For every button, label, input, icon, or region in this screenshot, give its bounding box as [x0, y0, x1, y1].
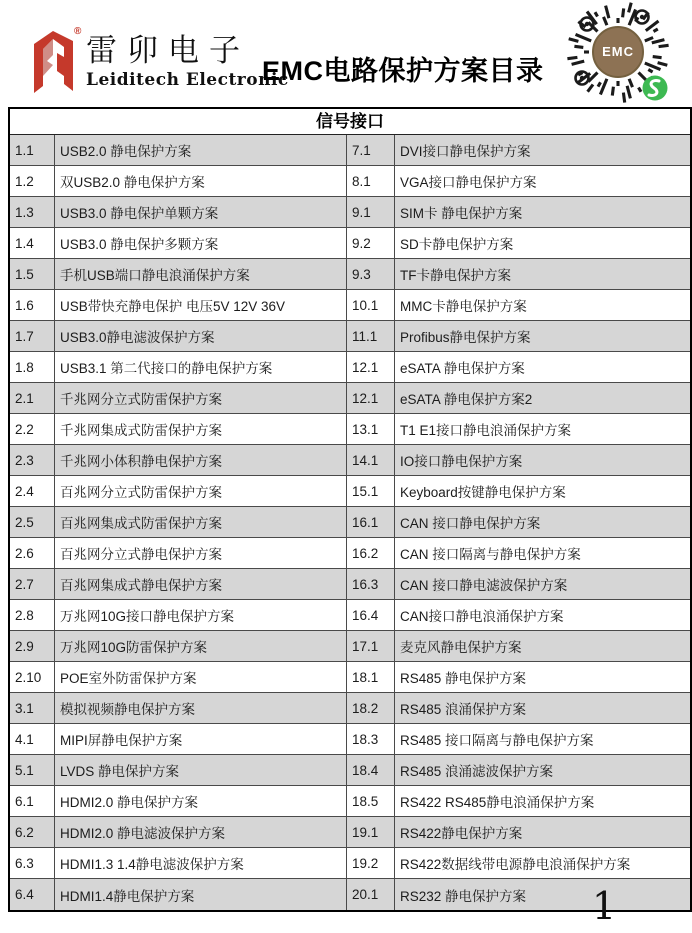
table-row [10, 507, 690, 538]
toc-right-title: eSATA 静电保护方案 [395, 352, 690, 383]
toc-left-number: 2.4 [10, 476, 55, 507]
toc-left-number: 6.1 [10, 786, 55, 817]
table-row [10, 569, 690, 600]
toc-right-number: 16.4 [347, 600, 395, 631]
toc-left-title: USB3.1 第二代接口的静电保护方案 [55, 352, 347, 383]
toc-left-number: 2.1 [10, 383, 55, 414]
toc-right-title: RS485 浪涌滤波保护方案 [395, 755, 690, 786]
leiditech-logo-icon [26, 26, 82, 96]
toc-right-number: 19.1 [347, 817, 395, 848]
toc-right-title: RS485 接口隔离与静电保护方案 [395, 724, 690, 755]
table-row [10, 290, 690, 321]
table-row [10, 259, 690, 290]
toc-left-number: 6.2 [10, 817, 55, 848]
toc-right-title: eSATA 静电保护方案2 [395, 383, 690, 414]
toc-table [8, 107, 692, 912]
toc-left-title: LVDS 静电保护方案 [55, 755, 347, 786]
toc-left-number: 1.4 [10, 228, 55, 259]
toc-right-number: 15.1 [347, 476, 395, 507]
toc-left-title: 百兆网分立式防雷保护方案 [55, 476, 347, 507]
toc-left-number: 2.8 [10, 600, 55, 631]
toc-left-number: 2.7 [10, 569, 55, 600]
table-row [10, 445, 690, 476]
toc-right-number: 20.1 [347, 879, 395, 910]
toc-left-title: USB2.0 静电保护方案 [55, 135, 347, 166]
toc-left-title: POE室外防雷保护方案 [55, 662, 347, 693]
toc-left-title: USB带快充静电保护 电压5V 12V 36V [55, 290, 347, 321]
toc-right-title: CAN 接口静电滤波保护方案 [395, 569, 690, 600]
toc-right-title: CAN 接口静电保护方案 [395, 507, 690, 538]
toc-right-title: RS422数据线带电源静电浪涌保护方案 [395, 848, 690, 879]
toc-right-number: 12.1 [347, 383, 395, 414]
qr-badge-icon [643, 76, 668, 101]
toc-left-number: 2.5 [10, 507, 55, 538]
toc-right-title: SIM卡 静电保护方案 [395, 197, 690, 228]
toc-right-number: 17.1 [347, 631, 395, 662]
table-row [10, 135, 690, 166]
toc-left-title: 手机USB端口静电浪涌保护方案 [55, 259, 347, 290]
toc-left-title: 百兆网分立式静电保护方案 [55, 538, 347, 569]
toc-left-number: 1.7 [10, 321, 55, 352]
table-row [10, 228, 690, 259]
table-row [10, 414, 690, 445]
toc-left-title: USB3.0 静电保护单颗方案 [55, 197, 347, 228]
table-row [10, 879, 690, 910]
toc-left-title: 双USB2.0 静电保护方案 [55, 166, 347, 197]
table-row [10, 352, 690, 383]
company-name-en: Leiditech Electronic [86, 70, 289, 91]
toc-right-title: 麦克风静电保护方案 [395, 631, 690, 662]
toc-left-number: 1.3 [10, 197, 55, 228]
toc-right-title: TF卡静电保护方案 [395, 259, 690, 290]
table-row [10, 197, 690, 228]
toc-right-number: 9.3 [347, 259, 395, 290]
company-name-cn: 雷卯电子 [86, 33, 250, 69]
toc-left-number: 1.6 [10, 290, 55, 321]
toc-left-title: HDMI1.4静电保护方案 [55, 879, 347, 910]
toc-right-title: MMC卡静电保护方案 [395, 290, 690, 321]
toc-right-number: 9.2 [347, 228, 395, 259]
toc-left-title: 千兆网小体积静电保护方案 [55, 445, 347, 476]
toc-right-number: 16.2 [347, 538, 395, 569]
toc-right-title: RS232 静电保护方案 [395, 879, 690, 910]
toc-right-number: 12.1 [347, 352, 395, 383]
toc-rows [10, 135, 690, 910]
toc-right-title: RS485 静电保护方案 [395, 662, 690, 693]
toc-right-number: 19.2 [347, 848, 395, 879]
toc-right-title: T1 E1接口静电浪涌保护方案 [395, 414, 690, 445]
toc-left-title: 百兆网集成式防雷保护方案 [55, 507, 347, 538]
toc-left-title: HDMI1.3 1.4静电滤波保护方案 [55, 848, 347, 879]
toc-right-title: RS422 RS485静电浪涌保护方案 [395, 786, 690, 817]
table-row [10, 755, 690, 786]
table-row [10, 600, 690, 631]
toc-left-number: 1.2 [10, 166, 55, 197]
toc-right-number: 8.1 [347, 166, 395, 197]
toc-right-title: Profibus静电保护方案 [395, 321, 690, 352]
toc-left-title: 模拟视频静电保护方案 [55, 693, 347, 724]
toc-left-title: 千兆网集成式防雷保护方案 [55, 414, 347, 445]
toc-left-number: 6.3 [10, 848, 55, 879]
table-row [10, 538, 690, 569]
toc-right-number: 13.1 [347, 414, 395, 445]
toc-right-number: 18.3 [347, 724, 395, 755]
table-row [10, 786, 690, 817]
toc-right-title: IO接口静电保护方案 [395, 445, 690, 476]
toc-right-number: 7.1 [347, 135, 395, 166]
table-row [10, 817, 690, 848]
toc-right-number: 11.1 [347, 321, 395, 352]
toc-right-title: RS422静电保护方案 [395, 817, 690, 848]
toc-left-title: MIPI屏静电保护方案 [55, 724, 347, 755]
toc-right-number: 18.2 [347, 693, 395, 724]
toc-left-title: 万兆网10G防雷保护方案 [55, 631, 347, 662]
toc-right-title: CAN接口静电浪涌保护方案 [395, 600, 690, 631]
toc-left-number: 2.3 [10, 445, 55, 476]
qr-center-label: EMC [602, 44, 634, 59]
toc-left-number: 1.8 [10, 352, 55, 383]
toc-right-number: 9.1 [347, 197, 395, 228]
table-row [10, 693, 690, 724]
table-row [10, 166, 690, 197]
table-row [10, 383, 690, 414]
toc-right-title: VGA接口静电保护方案 [395, 166, 690, 197]
toc-left-number: 2.9 [10, 631, 55, 662]
page-title: EMC电路保护方案目录 [262, 56, 544, 86]
toc-left-number: 1.5 [10, 259, 55, 290]
toc-left-title: USB3.0静电滤波保护方案 [55, 321, 347, 352]
toc-right-number: 10.1 [347, 290, 395, 321]
page-number: 1 [592, 884, 617, 928]
table-row [10, 724, 690, 755]
toc-section-header: 信号接口 [10, 109, 690, 135]
toc-left-title: HDMI2.0 静电保护方案 [55, 786, 347, 817]
toc-left-number: 2.6 [10, 538, 55, 569]
toc-right-title: Keyboard按键静电保护方案 [395, 476, 690, 507]
toc-right-title: CAN 接口隔离与静电保护方案 [395, 538, 690, 569]
toc-left-number: 6.4 [10, 879, 55, 910]
toc-left-number: 1.1 [10, 135, 55, 166]
toc-right-number: 18.1 [347, 662, 395, 693]
toc-right-number: 16.3 [347, 569, 395, 600]
table-row [10, 631, 690, 662]
toc-right-number: 18.5 [347, 786, 395, 817]
toc-left-title: USB3.0 静电保护多颗方案 [55, 228, 347, 259]
toc-left-number: 4.1 [10, 724, 55, 755]
toc-left-title: 千兆网分立式防雷保护方案 [55, 383, 347, 414]
toc-right-title: RS485 浪涌保护方案 [395, 693, 690, 724]
toc-right-title: SD卡静电保护方案 [395, 228, 690, 259]
toc-left-title: 百兆网集成式静电保护方案 [55, 569, 347, 600]
logo-text [86, 28, 289, 90]
table-row [10, 662, 690, 693]
toc-left-title: 万兆网10G接口静电保护方案 [55, 600, 347, 631]
table-row [10, 321, 690, 352]
toc-right-title: DVI接口静电保护方案 [395, 135, 690, 166]
toc-left-number: 2.10 [10, 662, 55, 693]
company-logo [26, 28, 289, 96]
toc-left-number: 5.1 [10, 755, 55, 786]
toc-left-number: 3.1 [10, 693, 55, 724]
table-row [10, 848, 690, 879]
table-row [10, 476, 690, 507]
toc-right-number: 14.1 [347, 445, 395, 476]
toc-left-number: 2.2 [10, 414, 55, 445]
toc-left-title: HDMI2.0 静电滤波保护方案 [55, 817, 347, 848]
qr-code [552, 0, 684, 108]
toc-right-number: 18.4 [347, 755, 395, 786]
toc-right-number: 16.1 [347, 507, 395, 538]
registered-mark: ® [74, 26, 82, 37]
